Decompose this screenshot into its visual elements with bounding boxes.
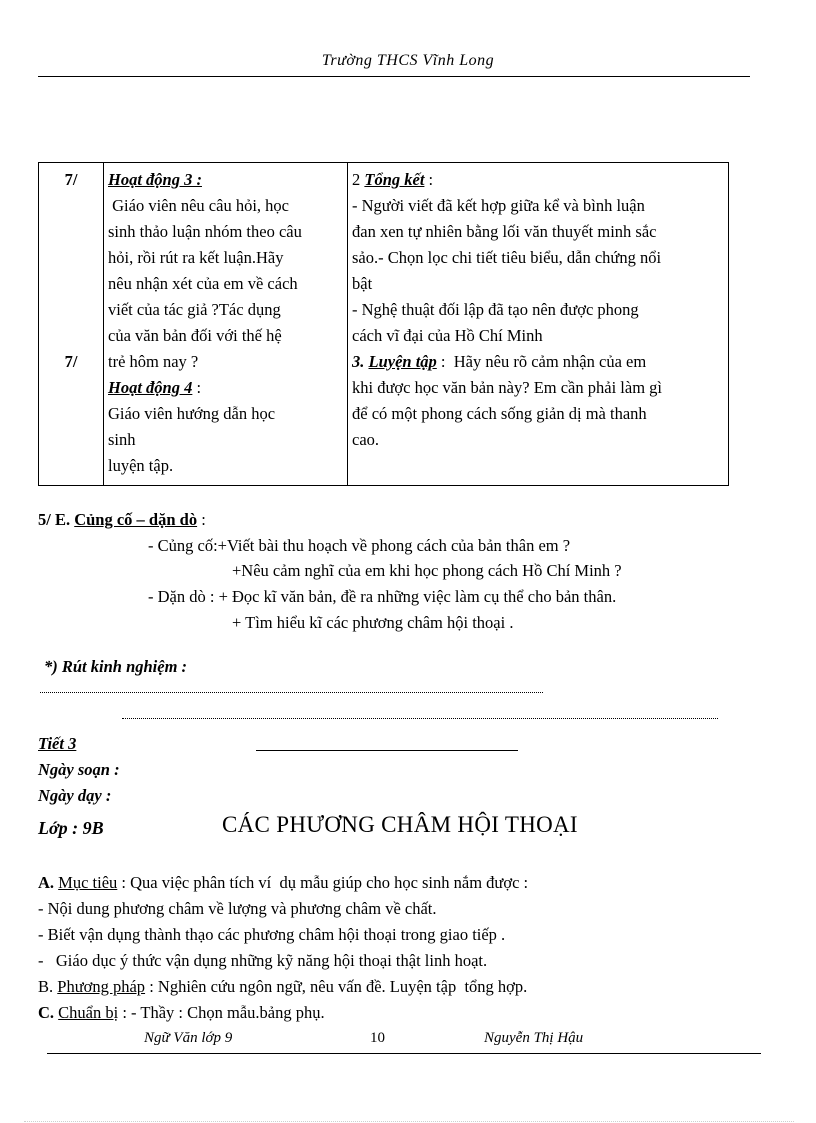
goal-a-prefix: A. xyxy=(38,873,59,892)
summary-line: - Người viết đã kết hợp giữa kể và bình luận xyxy=(352,196,645,215)
homework-line: - Dặn dò : + Đọc kĩ văn bản, đề ra những việc làm cụ thể cho bản thân. xyxy=(148,587,617,606)
activity-3-line: của văn bản đối với thế hệ xyxy=(108,326,282,345)
header-rule xyxy=(38,76,750,77)
practice-text: : Hãy nêu rõ cảm nhận của em xyxy=(436,352,647,371)
goal-a-text: : Qua việc phân tích ví dụ mẫu giúp cho học sinh nắm được : xyxy=(117,873,529,892)
activity-3-line: trẻ hôm nay ? xyxy=(108,352,199,371)
activity-3-line: nêu nhận xét của em về cách xyxy=(108,274,298,293)
experience-label: *) Rút kinh nghiệm : xyxy=(44,657,188,676)
teach-date-label: Ngày dạy : xyxy=(38,786,112,805)
activity-column xyxy=(104,163,348,486)
time-activity-3: 7/ xyxy=(64,170,78,189)
method-line xyxy=(38,974,527,1000)
goal-a-title: Mục tiêu xyxy=(58,873,118,892)
goal-item: - Giáo dục ý thức vận dụng những kỹ năng hội thoại thật linh hoạt. xyxy=(38,951,488,970)
summary-colon: : xyxy=(424,170,434,189)
consolidation-line: +Nêu cảm nghĩ của em khi học phong cách Hồ Chí Minh ? xyxy=(232,561,622,580)
practice-line: cao. xyxy=(352,430,380,449)
activity-3-line: hỏi, rồi rút ra kết luận.Hãy xyxy=(108,248,284,267)
footer-rule xyxy=(47,1053,761,1054)
time-activity-4: 7/ xyxy=(64,352,78,371)
dotted-line xyxy=(40,692,543,693)
preparation-text: : - Thầy : Chọn mẫu.bảng phụ. xyxy=(118,1003,325,1022)
activity-4-line: luyện tập. xyxy=(108,456,174,475)
footer-author: Nguyễn Thị Hậu xyxy=(484,1030,584,1046)
activity-4-line: sinh xyxy=(108,430,136,449)
preparation-title: Chuẩn bị xyxy=(58,1003,119,1022)
period-label: Tiết 3 xyxy=(38,734,77,753)
activity-3-line: viết của tác giả ?Tác dụng xyxy=(108,300,281,319)
method-text: : Nghiên cứu ngôn ngữ, nêu vấn đề. Luyện tập tổng hợp. xyxy=(145,977,528,996)
consolidation-prefix: 5/ E. xyxy=(38,510,75,529)
preparation-prefix: C. xyxy=(38,1003,59,1022)
activity-4-line: Giáo viên hướng dẫn học xyxy=(108,404,276,423)
summary-line: sảo.- Chọn lọc chi tiết tiêu biểu, dẫn chứng nổi xyxy=(352,248,662,267)
prep-date-label: Ngày soạn : xyxy=(38,760,120,779)
consolidation-heading xyxy=(38,507,206,533)
period-underline xyxy=(256,750,518,751)
goal-a xyxy=(38,870,528,896)
activity-3-line: Giáo viên nêu câu hỏi, học xyxy=(108,196,289,215)
summary-line: đan xen tự nhiên bằng lối văn thuyết minh sắc xyxy=(352,222,657,241)
summary-number: 2 xyxy=(352,170,365,189)
page-bottom-dots xyxy=(24,1121,794,1122)
lesson-title: CÁC PHƯƠNG CHÂM HỘI THOẠI xyxy=(222,812,578,837)
grade-label: Lớp : 9B xyxy=(38,818,104,838)
method-title: Phương pháp xyxy=(57,977,146,996)
practice-title: Luyện tập xyxy=(368,352,437,371)
school-header: Trường THCS Vĩnh Long xyxy=(321,52,495,69)
summary-line: bật xyxy=(352,274,373,293)
content-column xyxy=(348,163,729,486)
summary-line: cách vĩ đại của Hồ Chí Minh xyxy=(352,326,543,345)
practice-number: 3. xyxy=(352,352,369,371)
goal-item: - Nội dung phương châm về lượng và phương châm về chất. xyxy=(38,899,437,918)
activity-table xyxy=(38,162,729,486)
practice-line: khi được học văn bản này? Em cần phải làm gì xyxy=(352,378,662,397)
preparation-line xyxy=(38,1000,325,1026)
table-row xyxy=(39,163,729,486)
footer-page-number: 10 xyxy=(370,1030,385,1046)
activity-4-title: Hoạt động 4 xyxy=(108,378,193,397)
summary-title: Tổng kết xyxy=(364,170,425,189)
consolidation-line: - Củng cố:+Viết bài thu hoạch về phong cách của bản thân em ? xyxy=(148,536,571,555)
consolidation-colon: : xyxy=(197,510,206,529)
activity-3-title: Hoạt động 3 : xyxy=(108,170,202,189)
homework-line: + Tìm hiểu kĩ các phương châm hội thoại . xyxy=(232,613,514,632)
summary-line: - Nghệ thuật đối lập đã tạo nên được phong xyxy=(352,300,639,319)
activity-4-colon: : xyxy=(192,378,202,397)
method-prefix: B. xyxy=(38,977,58,996)
dotted-line xyxy=(122,718,718,719)
activity-3-line: sinh thảo luận nhóm theo câu xyxy=(108,222,302,241)
goal-item: - Biết vận dụng thành thạo các phương châm hội thoại trong giao tiếp . xyxy=(38,925,506,944)
time-column xyxy=(39,163,104,486)
consolidation-title: Củng cố – dặn dò xyxy=(74,510,198,529)
footer-subject: Ngữ Văn lớp 9 xyxy=(144,1030,233,1046)
practice-line: để có một phong cách sống giản dị mà thanh xyxy=(352,404,647,423)
